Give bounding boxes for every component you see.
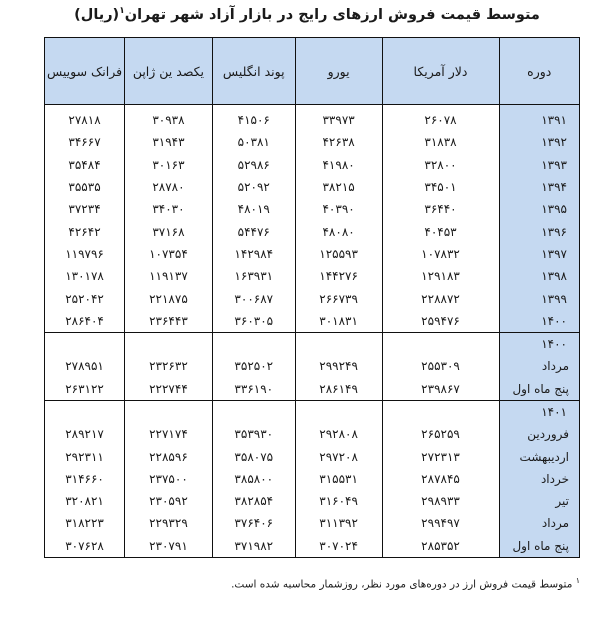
table-row — [45, 535, 580, 558]
eur-cell: ۳۰۱۸۳۱ — [295, 310, 382, 333]
chf-cell: ۳۲۰۸۲۱ — [45, 490, 125, 512]
title-text: متوسط قیمت فروش ارزهای رایج در بازار آزاد شهر تهران — [124, 6, 540, 23]
chf-cell: ۳۱۴۶۶۰ — [45, 468, 125, 490]
header-jpy: یکصد ین ژاپن — [125, 38, 213, 105]
gbp-cell: ۴۸۰۱۹ — [212, 198, 295, 220]
gbp-cell: ۱۴۲۹۸۴ — [212, 243, 295, 265]
gbp-cell: ۳۶۰۳۰۵ — [212, 310, 295, 333]
period-cell: تیر — [499, 490, 579, 512]
header-gbp: پوند انگلیس — [212, 38, 295, 105]
table-title — [0, 6, 614, 23]
jpy-cell: ۳۴۰۳۰ — [125, 198, 213, 220]
gbp-cell: ۵۲۰۹۲ — [212, 176, 295, 198]
chf-cell: ۱۳۰۱۷۸ — [45, 265, 125, 287]
table-row — [45, 154, 580, 176]
chf-cell: ۴۲۶۴۲ — [45, 220, 125, 242]
usd-cell: ۲۶۰۷۸ — [382, 105, 499, 132]
gbp-cell: ۴۱۵۰۶ — [212, 105, 295, 132]
exchange-rate-table — [44, 37, 580, 558]
table-row — [45, 490, 580, 512]
period-cell: ۱۳۹۸ — [499, 265, 579, 287]
usd-cell: ۲۵۵۳۰۹ — [382, 355, 499, 377]
eur-cell: ۴۲۶۳۸ — [295, 131, 382, 153]
table-row — [45, 310, 580, 333]
jpy-cell — [125, 400, 213, 423]
chf-cell: ۲۸۹۲۱۷ — [45, 423, 125, 445]
eur-cell: ۳۸۲۱۵ — [295, 176, 382, 198]
eur-cell: ۳۰۷۰۲۴ — [295, 535, 382, 558]
usd-cell: ۳۲۸۰۰ — [382, 154, 499, 176]
usd-cell: ۲۳۹۸۶۷ — [382, 378, 499, 401]
usd-cell: ۲۲۸۸۷۲ — [382, 287, 499, 309]
usd-cell: ۳۶۴۴۰ — [382, 198, 499, 220]
period-cell: ۱۴۰۰ — [499, 310, 579, 333]
gbp-cell: ۵۰۳۸۱ — [212, 131, 295, 153]
footnote-marker: ۱ — [575, 576, 580, 585]
eur-cell: ۳۱۶۰۴۹ — [295, 490, 382, 512]
jpy-cell: ۲۳۰۷۹۱ — [125, 535, 213, 558]
usd-cell: ۱۲۹۱۸۳ — [382, 265, 499, 287]
usd-cell: ۲۹۸۹۳۳ — [382, 490, 499, 512]
table-row — [45, 131, 580, 153]
table-row — [45, 176, 580, 198]
section-1401 — [45, 400, 580, 557]
period-cell: خرداد — [499, 468, 579, 490]
period-cell: ۱۳۹۳ — [499, 154, 579, 176]
header-period: دوره — [499, 38, 579, 105]
period-cell: ۱۳۹۴ — [499, 176, 579, 198]
period-cell: ۱۳۹۵ — [499, 198, 579, 220]
gbp-cell: ۳۷۶۴۰۶ — [212, 512, 295, 534]
jpy-cell — [125, 332, 213, 355]
table-row — [45, 400, 580, 423]
chf-cell: ۲۶۳۱۲۲ — [45, 378, 125, 401]
jpy-cell: ۲۳۶۴۴۳ — [125, 310, 213, 333]
jpy-cell: ۲۲۹۳۲۹ — [125, 512, 213, 534]
gbp-cell: ۱۶۳۹۳۱ — [212, 265, 295, 287]
period-cell: ۱۴۰۱ — [499, 400, 579, 423]
chf-cell: ۳۵۴۸۴ — [45, 154, 125, 176]
eur-cell: ۳۱۱۳۹۲ — [295, 512, 382, 534]
jpy-cell: ۲۲۲۷۴۴ — [125, 378, 213, 401]
table-row — [45, 243, 580, 265]
usd-cell: ۴۰۴۵۳ — [382, 220, 499, 242]
eur-cell: ۴۸۰۸۰ — [295, 220, 382, 242]
period-cell: ۱۳۹۶ — [499, 220, 579, 242]
gbp-cell — [212, 400, 295, 423]
chf-cell: ۲۸۶۴۰۴ — [45, 310, 125, 333]
jpy-cell: ۲۲۱۸۷۵ — [125, 287, 213, 309]
period-cell: فروردین — [499, 423, 579, 445]
usd-cell: ۱۰۷۸۳۲ — [382, 243, 499, 265]
jpy-cell: ۳۷۱۶۸ — [125, 220, 213, 242]
gbp-cell — [212, 332, 295, 355]
table-row — [45, 287, 580, 309]
jpy-cell: ۱۱۹۱۳۷ — [125, 265, 213, 287]
jpy-cell: ۲۳۲۶۳۲ — [125, 355, 213, 377]
chf-cell: ۱۱۹۷۹۶ — [45, 243, 125, 265]
chf-cell: ۳۵۵۳۵ — [45, 176, 125, 198]
table-row — [45, 512, 580, 534]
usd-cell: ۲۸۵۳۵۲ — [382, 535, 499, 558]
eur-cell: ۲۹۹۲۴۹ — [295, 355, 382, 377]
period-cell: پنج ماه اول — [499, 535, 579, 558]
table-row — [45, 355, 580, 377]
jpy-cell: ۳۰۱۶۳ — [125, 154, 213, 176]
gbp-cell: ۳۸۲۸۵۴ — [212, 490, 295, 512]
table-row — [45, 220, 580, 242]
header-eur: یورو — [295, 38, 382, 105]
table-row — [45, 265, 580, 287]
eur-cell: ۲۶۶۷۳۹ — [295, 287, 382, 309]
usd-cell — [382, 332, 499, 355]
usd-cell: ۲۸۷۸۴۵ — [382, 468, 499, 490]
gbp-cell: ۳۵۸۰۷۵ — [212, 445, 295, 467]
usd-cell: ۳۱۸۳۸ — [382, 131, 499, 153]
chf-cell: ۲۷۸۹۵۱ — [45, 355, 125, 377]
eur-cell: ۴۱۹۸۰ — [295, 154, 382, 176]
eur-cell: ۲۹۲۸۰۸ — [295, 423, 382, 445]
eur-cell: ۲۹۷۲۰۸ — [295, 445, 382, 467]
section-1400 — [45, 332, 580, 400]
table-row — [45, 423, 580, 445]
header-row — [45, 38, 580, 105]
footnote-marker: ۱ — [119, 6, 125, 16]
eur-cell: ۳۳۹۷۳ — [295, 105, 382, 132]
gbp-cell: ۳۸۵۸۰۰ — [212, 468, 295, 490]
jpy-cell: ۱۰۷۳۵۴ — [125, 243, 213, 265]
eur-cell: ۴۰۳۹۰ — [295, 198, 382, 220]
period-cell: ۱۳۹۱ — [499, 105, 579, 132]
period-cell: مرداد — [499, 512, 579, 534]
chf-cell: ۲۹۲۳۱۱ — [45, 445, 125, 467]
title-unit: (ریال) — [74, 6, 120, 23]
period-cell: مرداد — [499, 355, 579, 377]
period-cell: ۱۳۹۷ — [499, 243, 579, 265]
chf-cell: ۲۵۲۰۴۲ — [45, 287, 125, 309]
gbp-cell: ۵۴۴۷۶ — [212, 220, 295, 242]
chf-cell: ۳۰۷۶۲۸ — [45, 535, 125, 558]
period-cell: ۱۴۰۰ — [499, 332, 579, 355]
jpy-cell: ۲۳۰۵۹۲ — [125, 490, 213, 512]
table-row — [45, 105, 580, 132]
annual-section — [45, 105, 580, 333]
jpy-cell: ۳۰۹۳۸ — [125, 105, 213, 132]
usd-cell — [382, 400, 499, 423]
chf-cell: ۳۷۲۳۴ — [45, 198, 125, 220]
jpy-cell: ۲۲۸۵۹۶ — [125, 445, 213, 467]
usd-cell: ۲۵۹۴۷۶ — [382, 310, 499, 333]
jpy-cell: ۲۳۷۵۰۰ — [125, 468, 213, 490]
chf-cell: ۳۴۶۶۷ — [45, 131, 125, 153]
table-row — [45, 445, 580, 467]
jpy-cell: ۲۸۷۸۰ — [125, 176, 213, 198]
eur-cell: ۲۸۶۱۴۹ — [295, 378, 382, 401]
jpy-cell: ۲۲۷۱۷۴ — [125, 423, 213, 445]
period-cell: پنج ماه اول — [499, 378, 579, 401]
gbp-cell: ۳۵۳۹۳۰ — [212, 423, 295, 445]
header-usd: دلار آمریکا — [382, 38, 499, 105]
footnote — [231, 576, 580, 591]
usd-cell: ۲۶۵۲۵۹ — [382, 423, 499, 445]
usd-cell: ۳۴۵۰۱ — [382, 176, 499, 198]
table-row — [45, 198, 580, 220]
usd-cell: ۲۷۲۳۱۳ — [382, 445, 499, 467]
period-cell: ۱۳۹۹ — [499, 287, 579, 309]
eur-cell — [295, 332, 382, 355]
jpy-cell: ۳۱۹۴۳ — [125, 131, 213, 153]
table-row — [45, 468, 580, 490]
chf-cell: ۳۱۸۲۲۳ — [45, 512, 125, 534]
table-row — [45, 378, 580, 401]
eur-cell — [295, 400, 382, 423]
eur-cell: ۳۱۵۵۳۱ — [295, 468, 382, 490]
eur-cell: ۱۴۴۲۷۶ — [295, 265, 382, 287]
period-cell: ۱۳۹۲ — [499, 131, 579, 153]
usd-cell: ۲۹۹۴۹۷ — [382, 512, 499, 534]
header-chf: فرانک سوییس — [45, 38, 125, 105]
gbp-cell: ۳۰۰۶۸۷ — [212, 287, 295, 309]
gbp-cell: ۳۵۲۵۰۲ — [212, 355, 295, 377]
gbp-cell: ۳۷۱۹۸۲ — [212, 535, 295, 558]
footnote-text: متوسط قیمت فروش ارز در دوره‌های مورد نظر، روزشمار محاسبه شده است. — [231, 578, 573, 591]
period-cell: اردیبهشت — [499, 445, 579, 467]
chf-cell — [45, 400, 125, 423]
table-row — [45, 332, 580, 355]
gbp-cell: ۳۳۶۱۹۰ — [212, 378, 295, 401]
eur-cell: ۱۲۵۵۹۳ — [295, 243, 382, 265]
chf-cell — [45, 332, 125, 355]
gbp-cell: ۵۲۹۸۶ — [212, 154, 295, 176]
chf-cell: ۲۷۸۱۸ — [45, 105, 125, 132]
